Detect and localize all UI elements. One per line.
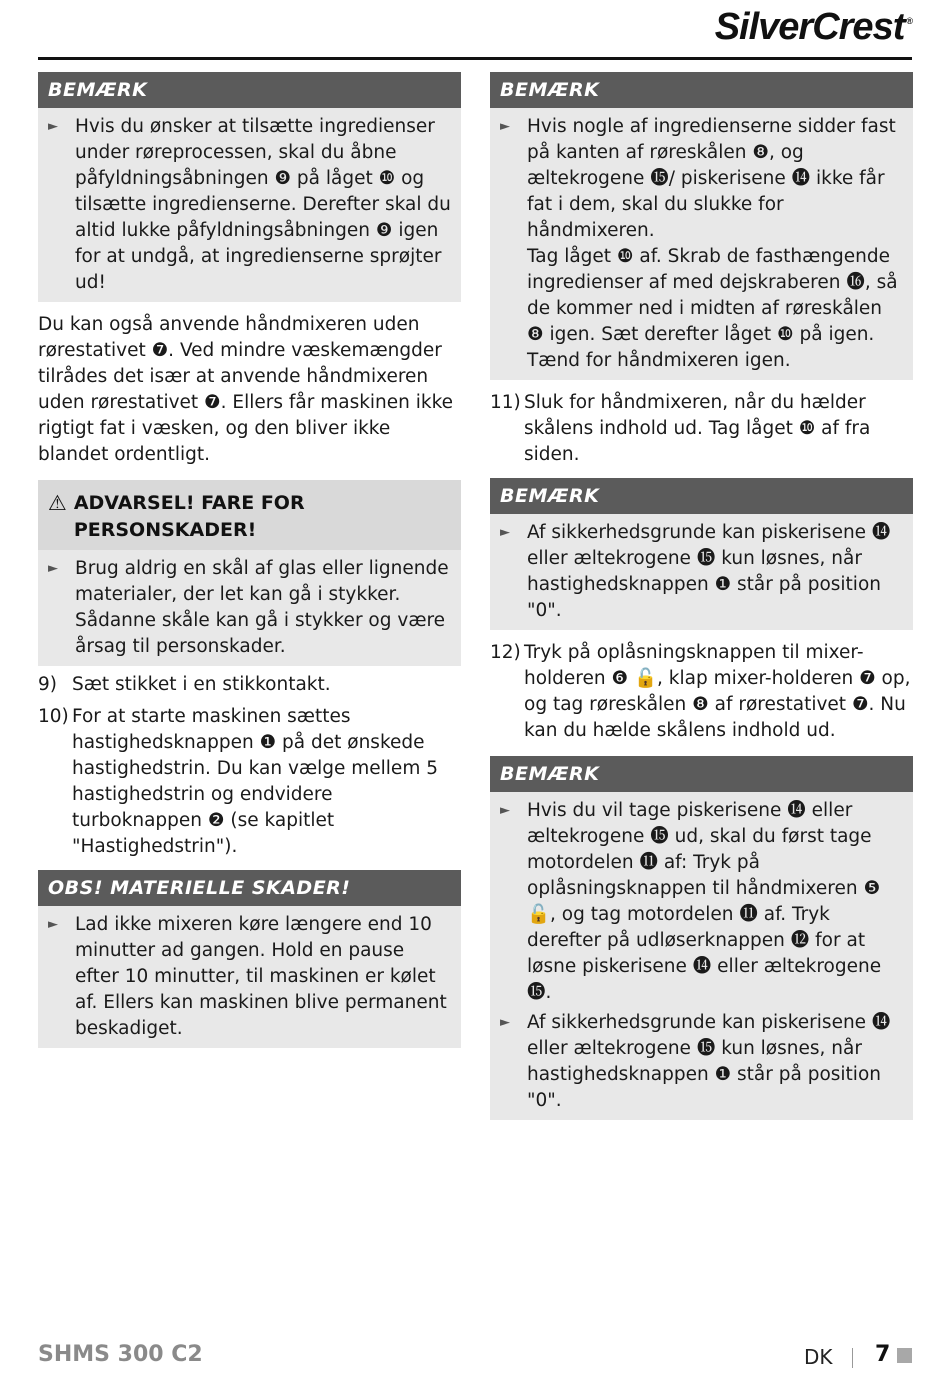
right-column bbox=[490, 72, 913, 1130]
step-10 bbox=[38, 704, 461, 860]
note-box-safety bbox=[490, 478, 913, 630]
brand-name: SilverCrest bbox=[714, 6, 905, 48]
caution-text: Lad ikke mixeren køre længere end 10 minutter ad gangen. Hold en pause efter 10 minutter, til maskinen er kølet af. Ellers kan maskinen blive permanent beskadiget. bbox=[75, 914, 447, 1039]
footer-language: DK bbox=[804, 1345, 833, 1369]
brand-logo bbox=[715, 6, 912, 49]
note-text-continued: Tag låget ❿ af. Skrab de fasthængende ingredienser af med dejskraberen ⓰, så de kommer ned i midten af røreskålen ❽ igen. Sæt derefter låget ❿ på igen. Tænd for håndmixeren igen. bbox=[527, 246, 898, 371]
step-12 bbox=[490, 640, 913, 744]
footer-model-number: SHMS 300 C2 bbox=[38, 1342, 203, 1367]
left-column bbox=[38, 72, 461, 1058]
note-text: Hvis du ønsker at tilsætte ingredienser under røreprocessen, skal du åbne påfyldningsåbningen ❾ på låget ❿ og tilsætte ingredienserne. Derefter skal du altid lukke påfyldningsåbningen ❾ igen for at undgå, at ingredienserne sprøjter ud! bbox=[75, 116, 451, 293]
header-rule bbox=[38, 57, 912, 60]
step-text: For at starte maskinen sættes hastighedsknappen ❶ på det ønskede hastighedstrin. Du kan vælge mellem 5 hastighedstrin og endvidere turboknappen ❷ (se kapitlet "Hastighedstrin"). bbox=[72, 706, 438, 857]
note-text: Hvis nogle af ingredienserne sidder fast på kanten af røreskålen ❽, og æltekrogene ⓯/ piskerisene ⓮ ikke får fat i dem, skal du slukke for håndmixeren. bbox=[527, 116, 896, 241]
warning-box bbox=[38, 480, 461, 666]
triangle-bullet-icon: ► bbox=[500, 1015, 510, 1030]
page-marker-square bbox=[897, 1348, 912, 1363]
note-box-stuck-ingredients bbox=[490, 72, 913, 380]
note-item bbox=[48, 114, 451, 296]
note-text: Af sikkerhedsgrunde kan piskerisene ⓮ eller æltekrogene ⓯ kun løsnes, når hastighedsknappen ❶ står på position "0". bbox=[527, 522, 891, 621]
step-number: 10) bbox=[38, 706, 69, 727]
triangle-bullet-icon: ► bbox=[500, 803, 510, 818]
footer-divider bbox=[852, 1348, 853, 1368]
note-item bbox=[500, 520, 903, 624]
warning-header bbox=[38, 480, 461, 550]
step-number: 12) bbox=[490, 642, 521, 663]
caution-box bbox=[38, 870, 461, 1048]
body-paragraph: Du kan også anvende håndmixeren uden rørestativet ❼. Ved mindre væskemængder tilrådes det især at anvende håndmixeren uden rørestativet ❼. Ellers får maskinen ikke rigtigt fat i væsken, og den bliver ikke blandet ordentligt. bbox=[38, 314, 454, 465]
note-title: BEMÆRK bbox=[490, 72, 913, 108]
warning-title: ADVARSEL! FARE FOR PERSONSKADER! bbox=[73, 492, 305, 541]
warning-item bbox=[48, 556, 451, 660]
note-item bbox=[500, 798, 903, 1006]
step-number: 11) bbox=[490, 392, 521, 413]
note-title: BEMÆRK bbox=[490, 478, 913, 514]
triangle-bullet-icon: ► bbox=[500, 119, 510, 134]
note-box-remove-beaters bbox=[490, 756, 913, 1120]
step-text: Tryk på oplåsningsknappen til mixer-holderen ❻ 🔓, klap mixer-holderen ❼ op, og tag røreskålen ❽ af rørestativet ❼. Nu kan du hælde skålens indhold ud. bbox=[524, 642, 911, 741]
triangle-bullet-icon: ► bbox=[48, 119, 58, 134]
warning-text: Brug aldrig en skål af glas eller lignende materialer, der let kan gå i stykker. Sådanne skåle kan gå i stykker og være årsag til personskader. bbox=[75, 558, 449, 657]
caution-title: OBS! MATERIELLE SKADER! bbox=[38, 870, 461, 906]
note-item bbox=[500, 1010, 903, 1114]
triangle-bullet-icon: ► bbox=[48, 561, 58, 576]
step-text: Sluk for håndmixeren, når du hælder skålens indhold ud. Tag låget ❿ af fra siden. bbox=[524, 392, 871, 465]
note-text: Hvis du vil tage piskerisene ⓮ eller æltekrogene ⓯ ud, skal du først tage motordelen ⓫ af: Tryk på oplåsningsknappen til håndmixeren ❺ 🔓, og tag motordelen ⓫ af. Tryk derefter på udløserknappen ⓬ for at løsne piskerisene ⓮ eller æltekrogene ⓯. bbox=[527, 800, 882, 1003]
page-number: 7 bbox=[875, 1342, 891, 1367]
caution-item bbox=[48, 912, 451, 1042]
step-number: 9) bbox=[38, 674, 57, 695]
note-title: BEMÆRK bbox=[38, 72, 461, 108]
step-11 bbox=[490, 390, 913, 468]
step-text: Sæt stikket i en stikkontakt. bbox=[72, 674, 331, 695]
triangle-bullet-icon: ► bbox=[48, 917, 58, 932]
note-text: Af sikkerhedsgrunde kan piskerisene ⓮ eller æltekrogene ⓯ kun løsnes, når hastighedsknappen ❶ står på position "0". bbox=[527, 1012, 891, 1111]
note-item bbox=[500, 114, 903, 244]
registered-mark: ® bbox=[906, 16, 912, 26]
note-box-fill-opening bbox=[38, 72, 461, 302]
triangle-bullet-icon: ► bbox=[500, 525, 510, 540]
note-title: BEMÆRK bbox=[490, 756, 913, 792]
warning-triangle-icon: ⚠ bbox=[48, 491, 67, 515]
step-9 bbox=[38, 672, 461, 698]
